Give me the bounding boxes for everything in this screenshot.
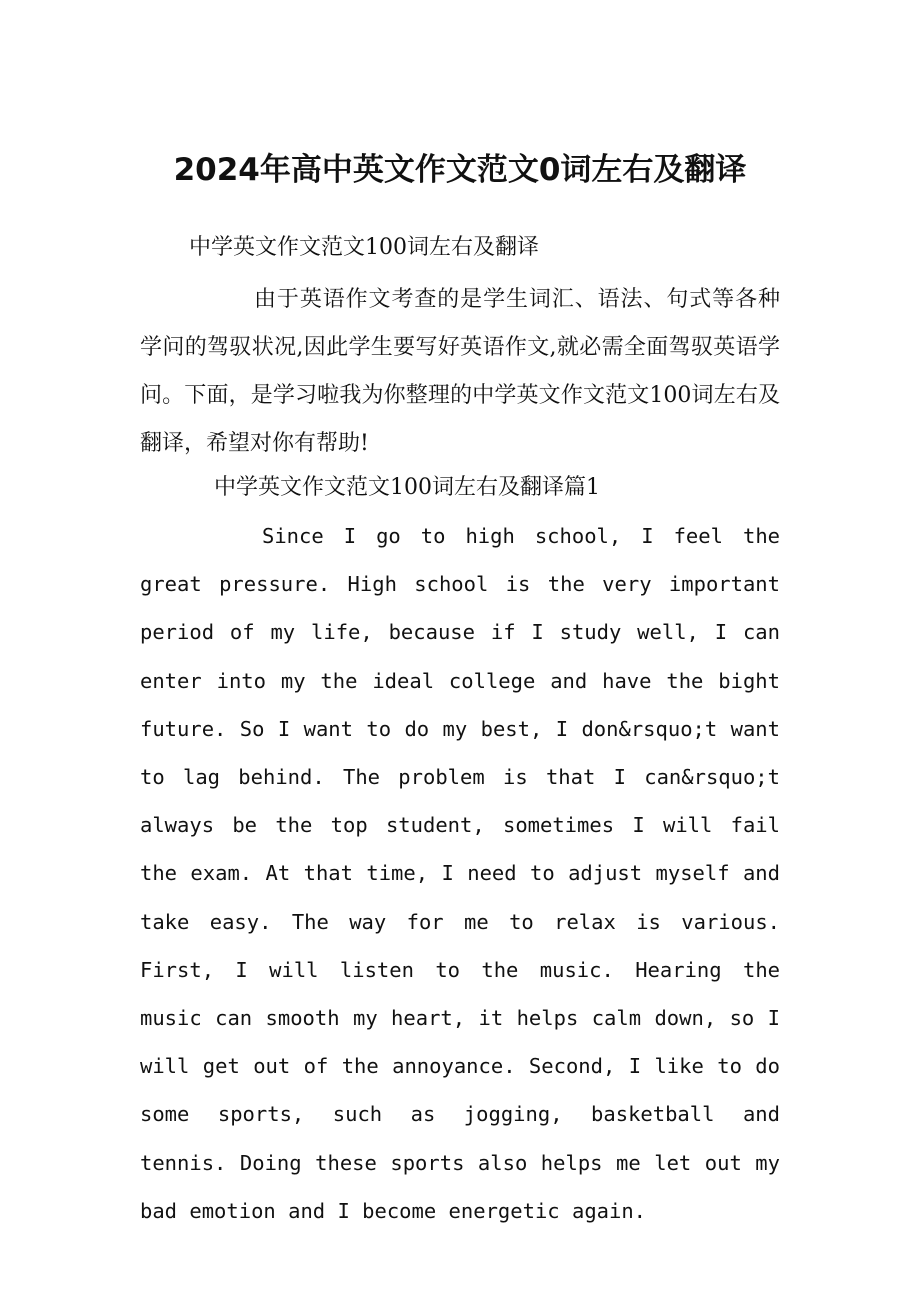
document-subtitle: 中学英文作文范文100词左右及翻译 bbox=[189, 235, 539, 260]
intro-paragraph: 由于英语作文考查的是学生词汇、语法、句式等各种学问的驾驭状况,因此学生要写好英语作文,就必需全面驾驭英语学问。下面，是学习啦我为你整理的中学英文作文范文100词左右及翻译，希望对你有帮助! bbox=[140, 287, 780, 456]
section-heading: 中学英文作文范文100词左右及翻译篇1 bbox=[214, 475, 600, 500]
essay-paragraph: Since I go to high school, I feel the great pressure. High school is the very important period of my life, because if I study well, I can enter into my the ideal college and have the bight future. So I want to do my best, I don&rsquo;t want to lag behind. The problem is that I can&rsquo;t always be the top student, sometimes I will fail the exam. At that time, I need to adjust myself and take easy. The way for me to relax is various. First, I will listen to the music. Hearing the music can smooth my heart, it helps calm down, so I will get out of the annoyance. Second, I like to do some sports, such as jogging, basketball and tennis. Doing these sports also helps me let out my bad emotion and I become energetic again. bbox=[140, 524, 780, 1223]
document-title: 2024年高中英文作文范文0词左右及翻译 bbox=[173, 152, 747, 188]
